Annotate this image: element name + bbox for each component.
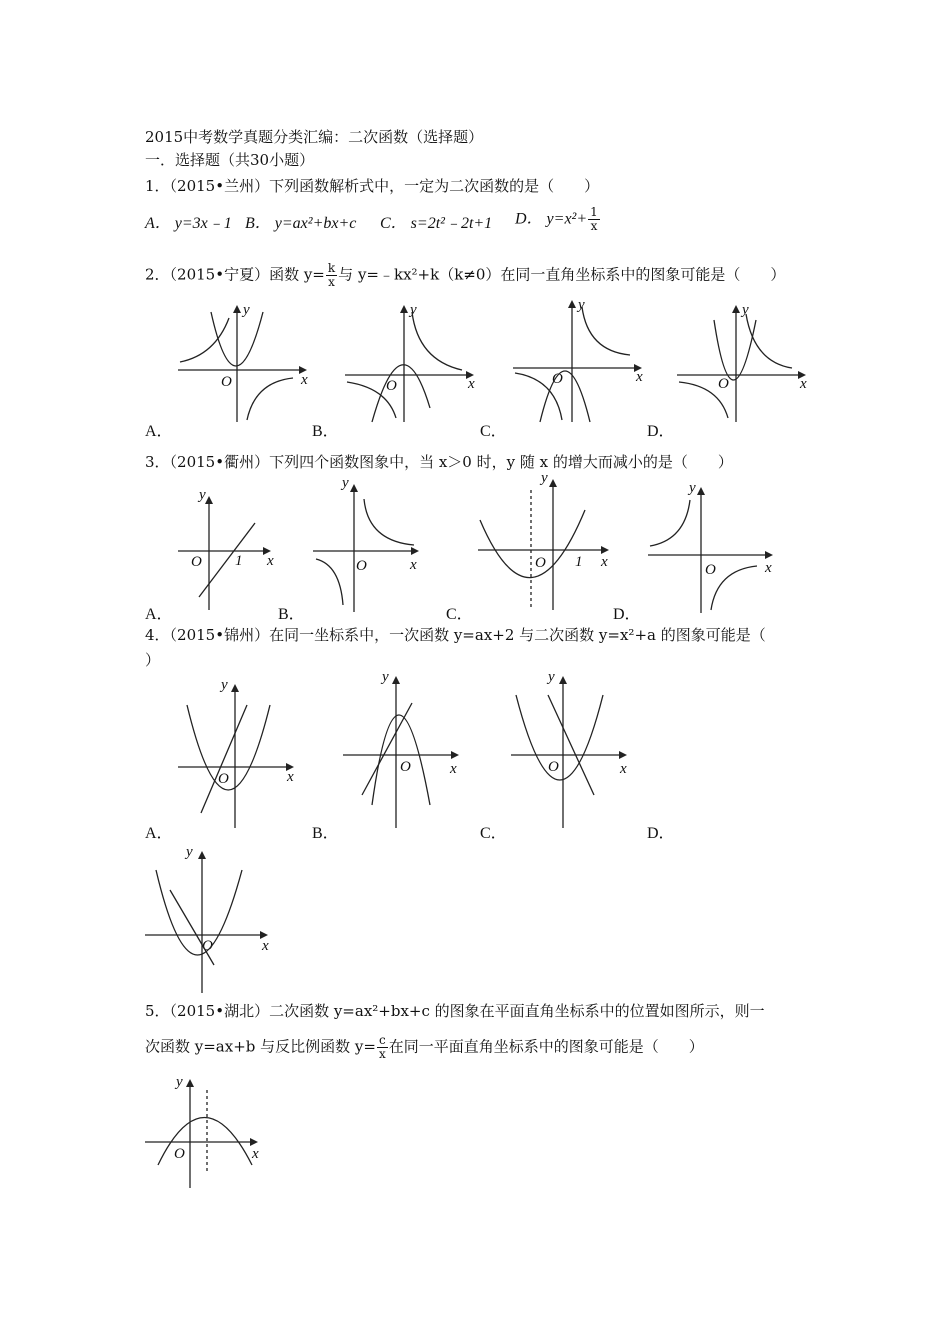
q2-graph-d — [674, 300, 814, 425]
q3a-x-label: x — [267, 553, 274, 569]
q4c-origin-label: O — [548, 759, 559, 775]
q4-stem: 4．（2015•锦州）在同一坐标系中，一次函数 y=ax+2 与二次函数 y=x²+a 的图象可能是（ — [145, 626, 766, 644]
q2a-x-label: x — [301, 372, 308, 388]
q2b-origin-label: O — [386, 378, 397, 394]
q2d-origin-label: O — [718, 376, 729, 392]
q2b-y-label: y — [410, 302, 417, 318]
q3a-one-label: 1 — [235, 553, 243, 569]
q3-option-c-label[interactable]: C． — [446, 606, 473, 623]
q2-option-d-label[interactable]: D． — [647, 423, 675, 440]
q2-graph-c — [510, 295, 650, 425]
q1-frac-den: x — [590, 219, 598, 233]
q3-graph-d — [645, 480, 785, 615]
q2-frac-den: x — [328, 275, 335, 289]
q4a-y-label: y — [221, 677, 228, 693]
q2d-x-label: x — [800, 376, 807, 392]
q4-stem-end: ） — [145, 651, 161, 669]
q3d-y-label: y — [689, 480, 696, 496]
q4-option-a-label[interactable]: A． — [145, 825, 173, 842]
q3-graph-a — [175, 485, 290, 615]
q5-fraction — [377, 1034, 388, 1061]
q3-stem: 3．（2015•衢州）下列四个函数图象中，当 x＞0 时，y 随 x 的增大而减小的是（ ） — [145, 453, 733, 471]
q5-frac-num: c — [377, 1034, 388, 1048]
q5-stem-prefix: 次函数 y=ax+b 与反比例函数 y= — [145, 1037, 376, 1056]
q2-graph-a — [175, 300, 315, 425]
q3c-origin-label: O — [535, 555, 546, 571]
q4d-y-label: y — [186, 844, 193, 860]
q2-stem-suffix: 与 y=﹣kx²+k（k≠0）在同一直角坐标系中的图象可能是（ ） — [338, 265, 786, 284]
q1-option-b[interactable]: B． y=ax²+bx+c — [245, 215, 357, 232]
q4c-y-label: y — [548, 669, 555, 685]
q2b-x-label: x — [468, 376, 475, 392]
q3b-origin-label: O — [356, 558, 367, 574]
q3a-origin-label: O — [191, 554, 202, 570]
document-title: 2015中考数学真题分类汇编：二次函数（选择题） — [145, 128, 484, 146]
q5-origin-label: O — [174, 1146, 185, 1162]
q2-graph-b — [342, 300, 482, 425]
q4d-origin-label: O — [202, 938, 213, 954]
q1-option-d-fraction — [588, 206, 600, 233]
q4b-x-label: x — [450, 761, 457, 777]
q2c-origin-label: O — [552, 371, 563, 387]
q2-stem-prefix: 2．（2015•宁夏）函数 y= — [145, 265, 325, 284]
q1-stem: 1．（2015•兰州）下列函数解析式中，一定为二次函数的是（ ） — [145, 177, 600, 195]
q3-option-d-label[interactable]: D． — [613, 606, 641, 623]
q3d-x-label: x — [765, 560, 772, 576]
q4-option-c-label[interactable]: C． — [480, 825, 507, 842]
q4b-origin-label: O — [400, 759, 411, 775]
q3-option-b-label[interactable]: B． — [278, 606, 305, 623]
q2a-y-label: y — [243, 302, 250, 318]
q4-graph-a — [175, 675, 300, 830]
q5-graph — [142, 1070, 272, 1190]
q4d-x-label: x — [262, 938, 269, 954]
q4-graph-b — [340, 665, 470, 830]
q1-option-c[interactable]: C． s=2t²﹣2t+1 — [380, 215, 493, 232]
q5-stem-suffix: 在同一平面直角坐标系中的图象可能是（ ） — [388, 1037, 704, 1056]
q3c-one-label: 1 — [575, 554, 583, 570]
q5-frac-den: x — [378, 1047, 386, 1061]
q4-graph-d — [142, 840, 277, 995]
q5-x-label: x — [252, 1146, 259, 1162]
q3c-y-label: y — [541, 470, 548, 486]
q3b-y-label: y — [342, 475, 349, 491]
q4a-x-label: x — [287, 769, 294, 785]
q1-option-d-prefix: D． y=x²+ — [515, 210, 588, 228]
q3b-x-label: x — [410, 557, 417, 573]
q2-option-a-label[interactable]: A． — [145, 423, 173, 440]
q2c-x-label: x — [636, 369, 643, 385]
q3c-x-label: x — [601, 554, 608, 570]
q3-option-a-label[interactable]: A． — [145, 606, 173, 623]
q2-option-b-label[interactable]: B． — [312, 423, 339, 440]
q5-stem-line1: 5．（2015•湖北）二次函数 y=ax²+bx+c 的图象在平面直角坐标系中的位置如图所示，则一 — [145, 1002, 765, 1020]
q4-option-d-label[interactable]: D． — [647, 825, 675, 842]
q2-fraction — [326, 262, 337, 289]
q2-stem — [145, 262, 785, 289]
q2a-origin-label: O — [221, 374, 232, 390]
q5-stem-line2 — [145, 1034, 704, 1061]
q4a-origin-label: O — [218, 771, 229, 787]
q4c-x-label: x — [620, 761, 627, 777]
section-heading: 一．选择题（共30小题） — [145, 151, 315, 169]
q3-graph-c — [475, 470, 615, 615]
q2-frac-num: k — [327, 261, 336, 275]
q1-frac-num: 1 — [590, 205, 598, 219]
q4-graph-c — [508, 665, 638, 830]
q3-graph-b — [310, 475, 435, 615]
q2c-y-label: y — [578, 297, 585, 313]
q4-option-b-label[interactable]: B． — [312, 825, 339, 842]
q2d-y-label: y — [742, 302, 749, 318]
q1-option-d[interactable] — [515, 206, 601, 233]
q1-option-a[interactable]: A． y=3x﹣1 — [145, 215, 232, 232]
q5-y-label: y — [176, 1074, 183, 1090]
q4b-y-label: y — [382, 669, 389, 685]
q3d-origin-label: O — [705, 562, 716, 578]
q2-option-c-label[interactable]: C． — [480, 423, 507, 440]
q3a-y-label: y — [199, 487, 206, 503]
